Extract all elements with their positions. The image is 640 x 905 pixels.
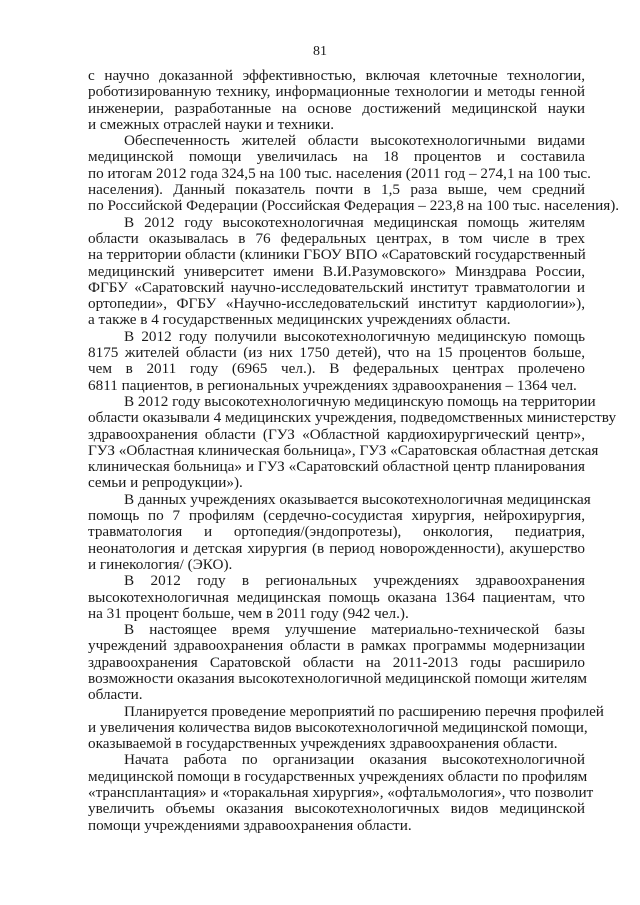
text-line: медицинской помощи увеличилась на 18 процентов и составила [88, 148, 585, 166]
text-line: ортопедии», ФГБУ «Научно-исследовательский институт кардиологии»), [88, 295, 585, 313]
text-line: здравоохранения Саратовской области на 2011-2013 годы расширило [88, 653, 585, 671]
text-line: и гинекология/ (ЭКО). [88, 555, 233, 573]
paragraph [88, 751, 594, 834]
text-line: ФГБУ «Саратовский научно-исследовательский институт травматологии и [88, 278, 585, 296]
text-line: клиническая больница» и ГУЗ «Саратовский областной центр планирования [88, 458, 585, 476]
text-line: Начата работа по организации оказания высокотехнологичной [124, 751, 585, 769]
text-line: учреждений здравоохранения области в рамках программы модернизации [88, 637, 585, 655]
text-line: по Российской Федерации (Российская Федерация – 223,8 на 100 тыс. населения). [88, 197, 620, 215]
text-line: и смежных отраслей науки и техники. [88, 115, 335, 133]
text-line: оказываемой в государственных учреждениях здравоохранения области. [88, 735, 558, 753]
document-body [88, 67, 620, 834]
text-line: чем в 2011 году (6965 чел.). В федеральных центрах пролечено [88, 360, 585, 378]
text-line: В 2012 году высокотехнологичная медицинская помощь жителям [124, 213, 585, 231]
text-line: по итогам 2012 года 324,5 на 100 тыс. населения (2011 год – 274,1 на 100 тыс. [88, 164, 591, 182]
text-line: помощь по 7 профилям (сердечно-сосудистая хирургия, нейрохирургия, [88, 507, 585, 525]
text-line: помощи учреждениями здравоохранения области. [88, 816, 412, 834]
text-line: 6811 пациентов, в региональных учреждениях здравоохранения – 1364 чел. [88, 376, 577, 394]
text-line: на 31 процент больше, чем в 2011 году (942 чел.). [88, 604, 409, 622]
text-line: В 2012 году получили высокотехнологичную медицинскую помощь [124, 327, 585, 345]
page-number: 81 [313, 44, 327, 59]
text-line: В 2012 году высокотехнологичную медицинскую помощь на территории [124, 392, 596, 410]
text-line: В данных учреждениях оказывается высокотехнологичная медицинская [124, 490, 591, 508]
text-line: В 2012 году в региональных учреждениях здравоохранения [124, 572, 585, 590]
text-line: В настоящее время улучшение материально-технической базы [124, 621, 585, 639]
text-line: семьи и репродукции»). [88, 474, 243, 492]
text-line: области оказывали 4 медицинских учреждения, подведомственных министерству [88, 409, 617, 427]
paragraph [88, 702, 604, 753]
text-line: возможности оказания высокотехнологичной медицинской помощи жителям [88, 669, 587, 687]
text-line: населения). Данный показатель почти в 1,5 раза выше, чем средний [88, 181, 585, 199]
text-line: Планируется проведение мероприятий по расширению перечня профилей [124, 702, 604, 720]
text-line: с научно доказанной эффективностью, включая клеточные технологии, [88, 67, 585, 84]
text-line: неонатология и детская хирургия (в период новорожденности), акушерство [88, 539, 585, 557]
text-line: 8175 жителей области (из них 1750 детей), что на 15 процентов больше, [88, 344, 585, 362]
paragraph [88, 329, 585, 394]
text-line: увеличить объемы оказания высокотехнологичных видов медицинской [88, 800, 585, 818]
text-line: здравоохранения области (ГУЗ «Областной кардиохирургический центр», [88, 425, 585, 443]
paragraph [88, 573, 585, 622]
paragraph [88, 490, 591, 573]
text-line: травматология и ортопедия/(эндопротезы), онкология, педиатрия, [88, 523, 585, 541]
paragraph [88, 392, 617, 492]
text-line: области. [88, 686, 143, 704]
text-line: и увеличения количества видов высокотехнологичной медицинской помощи, [88, 718, 588, 736]
text-line: Обеспеченность жителей области высокотехнологичными видами [124, 132, 585, 150]
text-line: ГУЗ «Областная клиническая больница», ГУЗ «Саратовская областная детская [88, 441, 599, 459]
text-line: «трансплантация» и «торакальная хирургия», «офтальмология», что позволит [88, 784, 594, 802]
text-line: на территории области (клиники ГБОУ ВПО «Саратовский государственный [88, 246, 586, 264]
text-line: а также в 4 государственных медицинских учреждениях области. [88, 311, 511, 329]
text-line: высокотехнологичная медицинская помощь оказана 1364 пациентам, что [88, 588, 585, 606]
text-line: области оказывалась в 76 федеральных центрах, в том числе в трех [88, 229, 585, 247]
text-line: инженерии, разработанные на основе достижений медицинской науки [88, 99, 585, 117]
text-line: медицинской помощи в государственных учреждениях области по профилям [88, 767, 588, 785]
paragraph [88, 215, 585, 329]
text-line: медицинский университет имени В.И.Разумовского» Минздрава России, [88, 262, 585, 280]
text-line: роботизированную технику, информационные технологии и методы генной [88, 83, 585, 101]
paragraph [88, 622, 585, 703]
paragraph [88, 132, 620, 215]
paragraph [88, 68, 585, 133]
